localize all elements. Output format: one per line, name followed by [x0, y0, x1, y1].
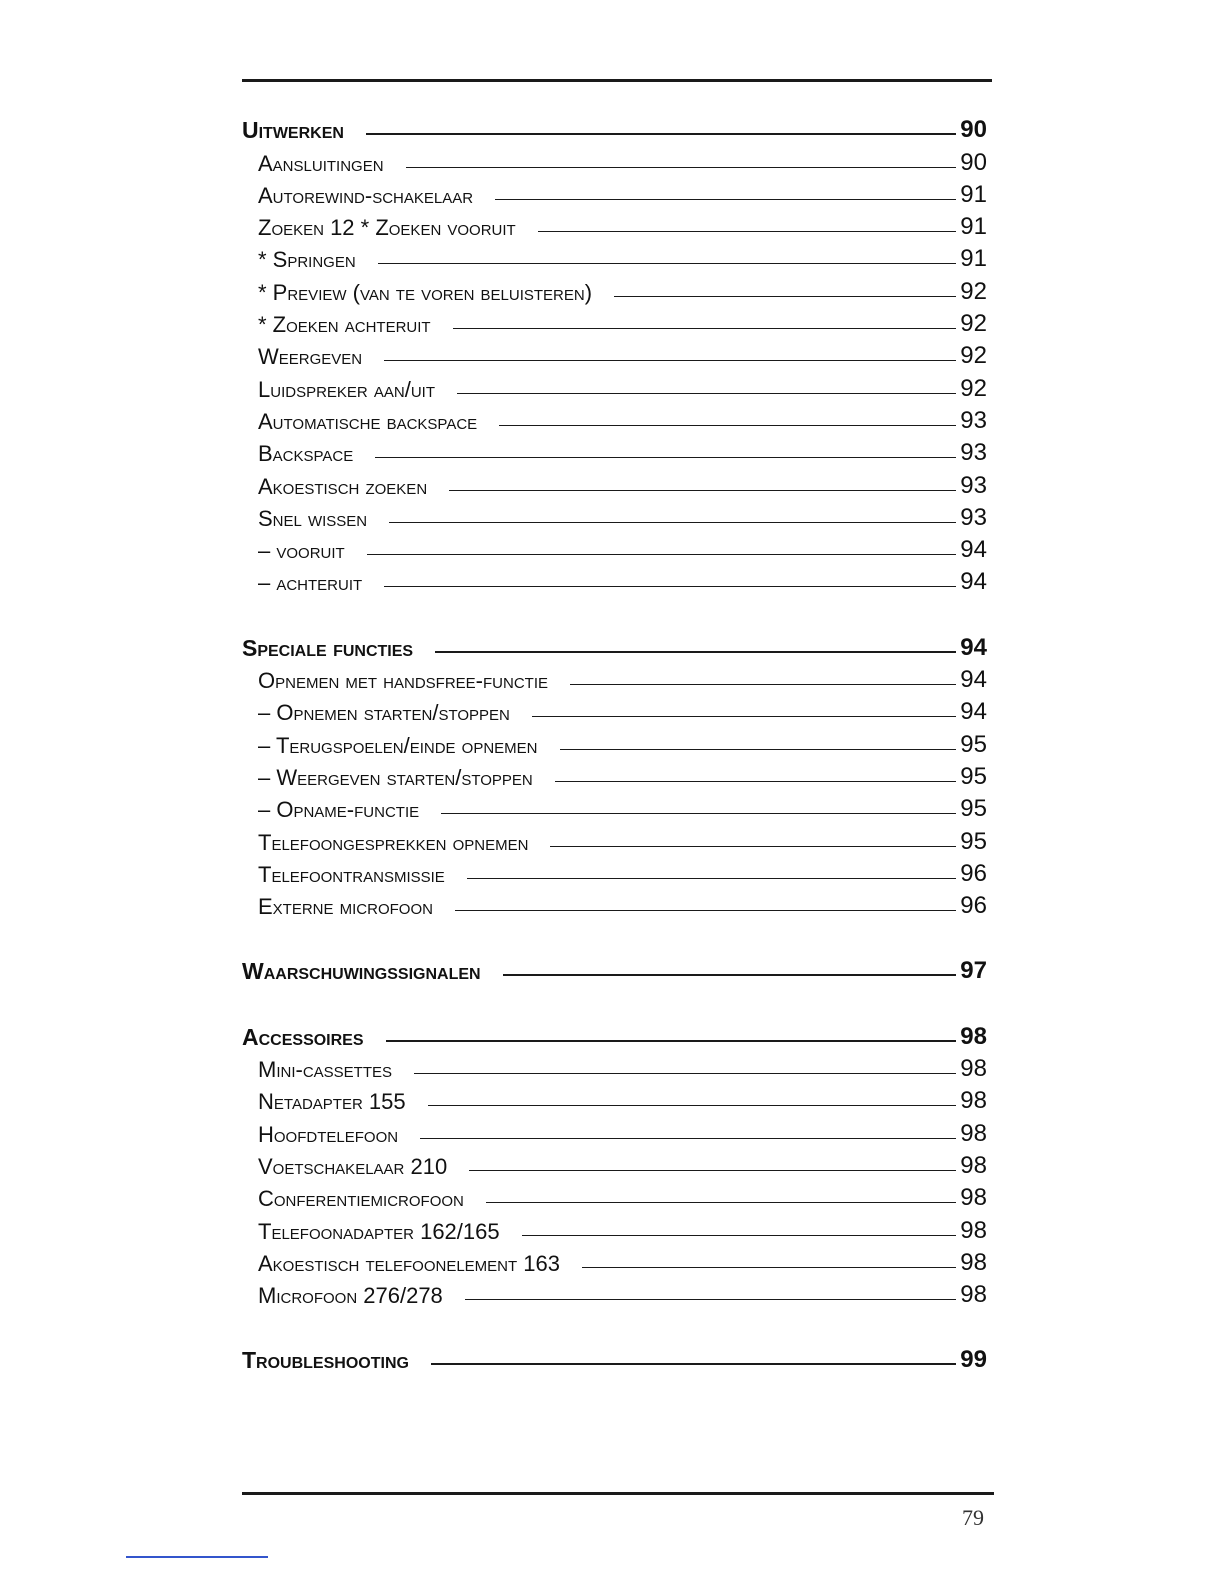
toc-entry[interactable]: Zoeken 12 * Zoeken vooruit 91 — [258, 213, 987, 241]
toc-entry[interactable]: Luidspreker aan/uit 92 — [258, 374, 987, 402]
toc-entry[interactable]: – vooruit 94 — [258, 536, 987, 564]
toc-entry[interactable]: Telefoongesprekken opnemen 95 — [258, 827, 987, 855]
toc-entry[interactable]: – achteruit 94 — [258, 568, 987, 596]
page-number: 79 — [962, 1505, 984, 1530]
toc-entry[interactable]: * Springen 91 — [258, 245, 987, 273]
toc-entry[interactable]: Microfoon 276/278 98 — [258, 1281, 987, 1309]
toc-entry[interactable]: Externe microfoon 96 — [258, 892, 987, 920]
scan-artifact-line — [126, 1556, 268, 1558]
toc-section-heading[interactable]: Waarschuwingssignalen 97 — [242, 957, 987, 985]
toc-section-heading[interactable]: Accessoires 98 — [242, 1022, 987, 1050]
toc-section-heading[interactable]: Troubleshooting 99 — [242, 1346, 987, 1374]
toc-entry[interactable]: – Weergeven starten/stoppen 95 — [258, 762, 987, 790]
toc-section-heading[interactable]: Uitwerken 90 — [242, 116, 987, 144]
table-of-contents — [242, 110, 987, 1372]
toc-entry[interactable]: Netadapter 155 98 — [258, 1087, 987, 1115]
bottom-rule — [242, 1492, 994, 1495]
toc-entry[interactable]: Akoestisch telefoonelement 163 98 — [258, 1248, 987, 1276]
toc-entry[interactable]: Weergeven 92 — [258, 342, 987, 370]
toc-entry[interactable]: Aansluitingen 90 — [258, 148, 987, 176]
toc-entry[interactable]: Backspace 93 — [258, 439, 987, 467]
toc-entry[interactable]: Automatische backspace 93 — [258, 406, 987, 434]
toc-entry[interactable]: Mini-cassettes 98 — [258, 1055, 987, 1083]
toc-entry[interactable]: – Opname-functie 95 — [258, 795, 987, 823]
toc-entry[interactable]: Akoestisch zoeken 93 — [258, 471, 987, 499]
top-rule — [242, 79, 992, 82]
toc-entry[interactable]: * Preview (van te voren beluisteren) 92 — [258, 277, 987, 305]
toc-entry[interactable]: Voetschakelaar 210 98 — [258, 1151, 987, 1179]
toc-entry[interactable]: Autorewind-schakelaar 91 — [258, 180, 987, 208]
toc-entry[interactable]: – Opnemen starten/stoppen 94 — [258, 698, 987, 726]
toc-entry[interactable]: Telefoonadapter 162/165 98 — [258, 1216, 987, 1244]
toc-section-heading[interactable]: Speciale functies 94 — [242, 633, 987, 661]
toc-entry[interactable]: * Zoeken achteruit 92 — [258, 310, 987, 338]
toc-entry[interactable]: Opnemen met handsfree-functie 94 — [258, 666, 987, 694]
toc-entry[interactable]: – Terugspoelen/einde opnemen 95 — [258, 730, 987, 758]
toc-entry[interactable]: Hoofdtelefoon 98 — [258, 1119, 987, 1147]
toc-entry[interactable]: Snel wissen 93 — [258, 503, 987, 531]
toc-entry[interactable]: Conferentiemicrofoon 98 — [258, 1184, 987, 1212]
toc-entry[interactable]: Telefoontransmissie 96 — [258, 859, 987, 887]
